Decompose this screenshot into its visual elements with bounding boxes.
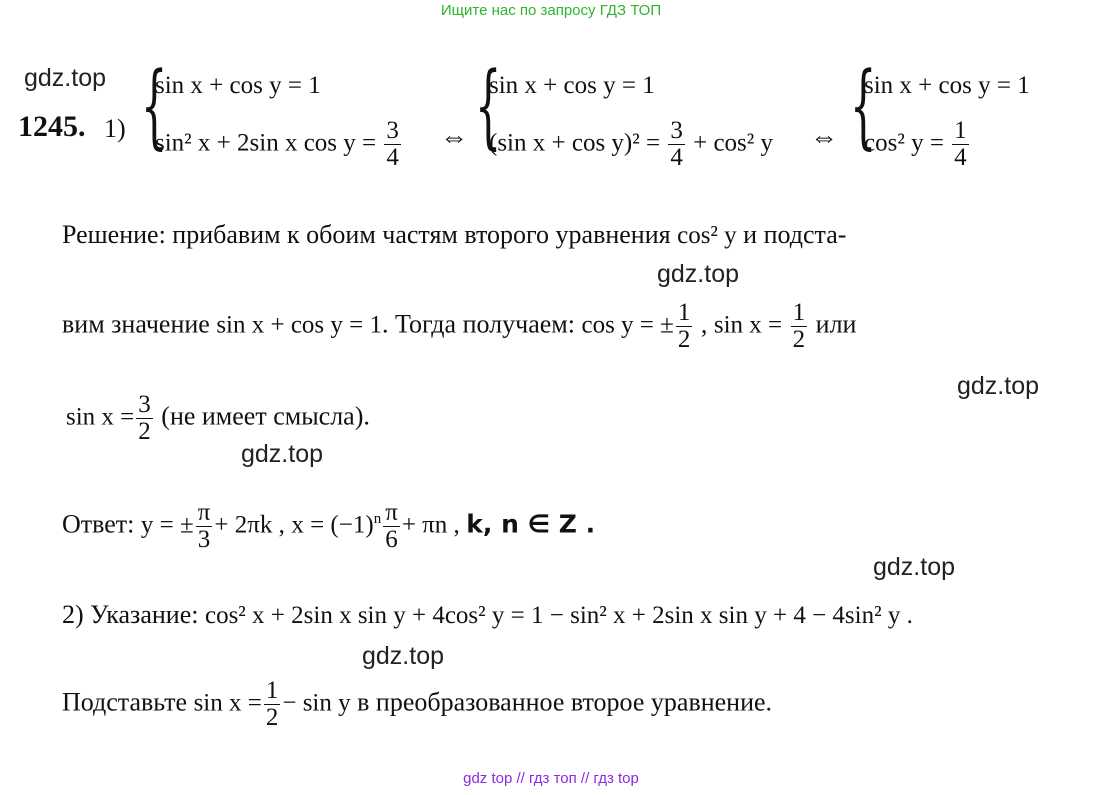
equivalence-arrow: ⇔: [440, 122, 468, 153]
fraction: $\frac{1}{2}$: [265, 677, 279, 732]
system3-eq1: sin x + cos y = 1: [864, 72, 1030, 99]
system2-eq1: sin x + cos y = 1: [489, 72, 655, 99]
solution-line-1: Решение: прибавим к обоим частям второго уравнения cos² y и подста-: [62, 220, 847, 249]
solution-line-3: sin x = $\frac{3}{2}$ (не имеет смысла).: [66, 391, 370, 446]
system3-eq2: cos² y = $\frac{1}{4}$: [864, 117, 967, 172]
system-brace: {: [475, 52, 502, 159]
system-brace: {: [850, 52, 877, 159]
system-brace: {: [141, 52, 168, 159]
system1-eq2: sin² x + 2sin x cos y = $\frac{3}{4}$: [155, 117, 399, 172]
watermark: gdz.top: [873, 553, 956, 581]
fraction: $\frac{\pi}{6}$: [385, 499, 398, 554]
fraction: $\frac{1}{2}$: [677, 299, 691, 354]
fraction: $\frac{\pi}{3}$: [197, 499, 211, 554]
fraction: $\frac{1}{4}$: [954, 117, 967, 172]
watermark: gdz.top: [24, 64, 107, 92]
fraction: $\frac{3}{4}$: [386, 117, 399, 172]
watermark: gdz.top: [657, 260, 740, 288]
equivalence-arrow: ⇔: [810, 122, 838, 153]
fraction: $\frac{3}{4}$: [670, 117, 683, 172]
solution-line-2: вим значение sin x + cos y = 1. Тогда получаем: cos y = ± $\frac{1}{2}$ , sin x = $\frac{1}{2}$ или: [62, 299, 857, 354]
part2-substitution: Подставьте sin x = $\frac{1}{2}$ − sin y в преобразованное второе уравнение.: [62, 677, 773, 732]
fraction: $\frac{3}{2}$: [138, 391, 151, 446]
system2-eq2: (sin x + cos y)² = $\frac{3}{4}$ + cos² y: [489, 117, 774, 172]
watermark: gdz.top: [957, 372, 1040, 400]
watermark: gdz.top: [362, 642, 445, 670]
watermark: gdz.top: [241, 440, 324, 468]
fraction: $\frac{1}{2}$: [792, 299, 806, 354]
header-search-link[interactable]: Ищите нас по запросу ГДЗ ТОП: [440, 2, 662, 19]
part2-hint: 2) Указание: cos² x + 2sin x sin y + 4cos² y = 1 − sin² x + 2sin x sin y + 4 − 4sin² y .: [62, 600, 913, 629]
system1-eq1: sin x + cos y = 1: [155, 72, 321, 99]
footer-links[interactable]: gdz top // гдз топ // гдз top: [463, 770, 639, 787]
problem-number: 1245.: [18, 110, 86, 143]
part-label: 1): [104, 114, 126, 143]
answer-line: Ответ: y = ± $\frac{\pi}{3}$ + 2πk , $x = (-1)^n$ $\frac{\pi}{6}$ + πn , k, n ∈ Z .: [62, 499, 596, 554]
